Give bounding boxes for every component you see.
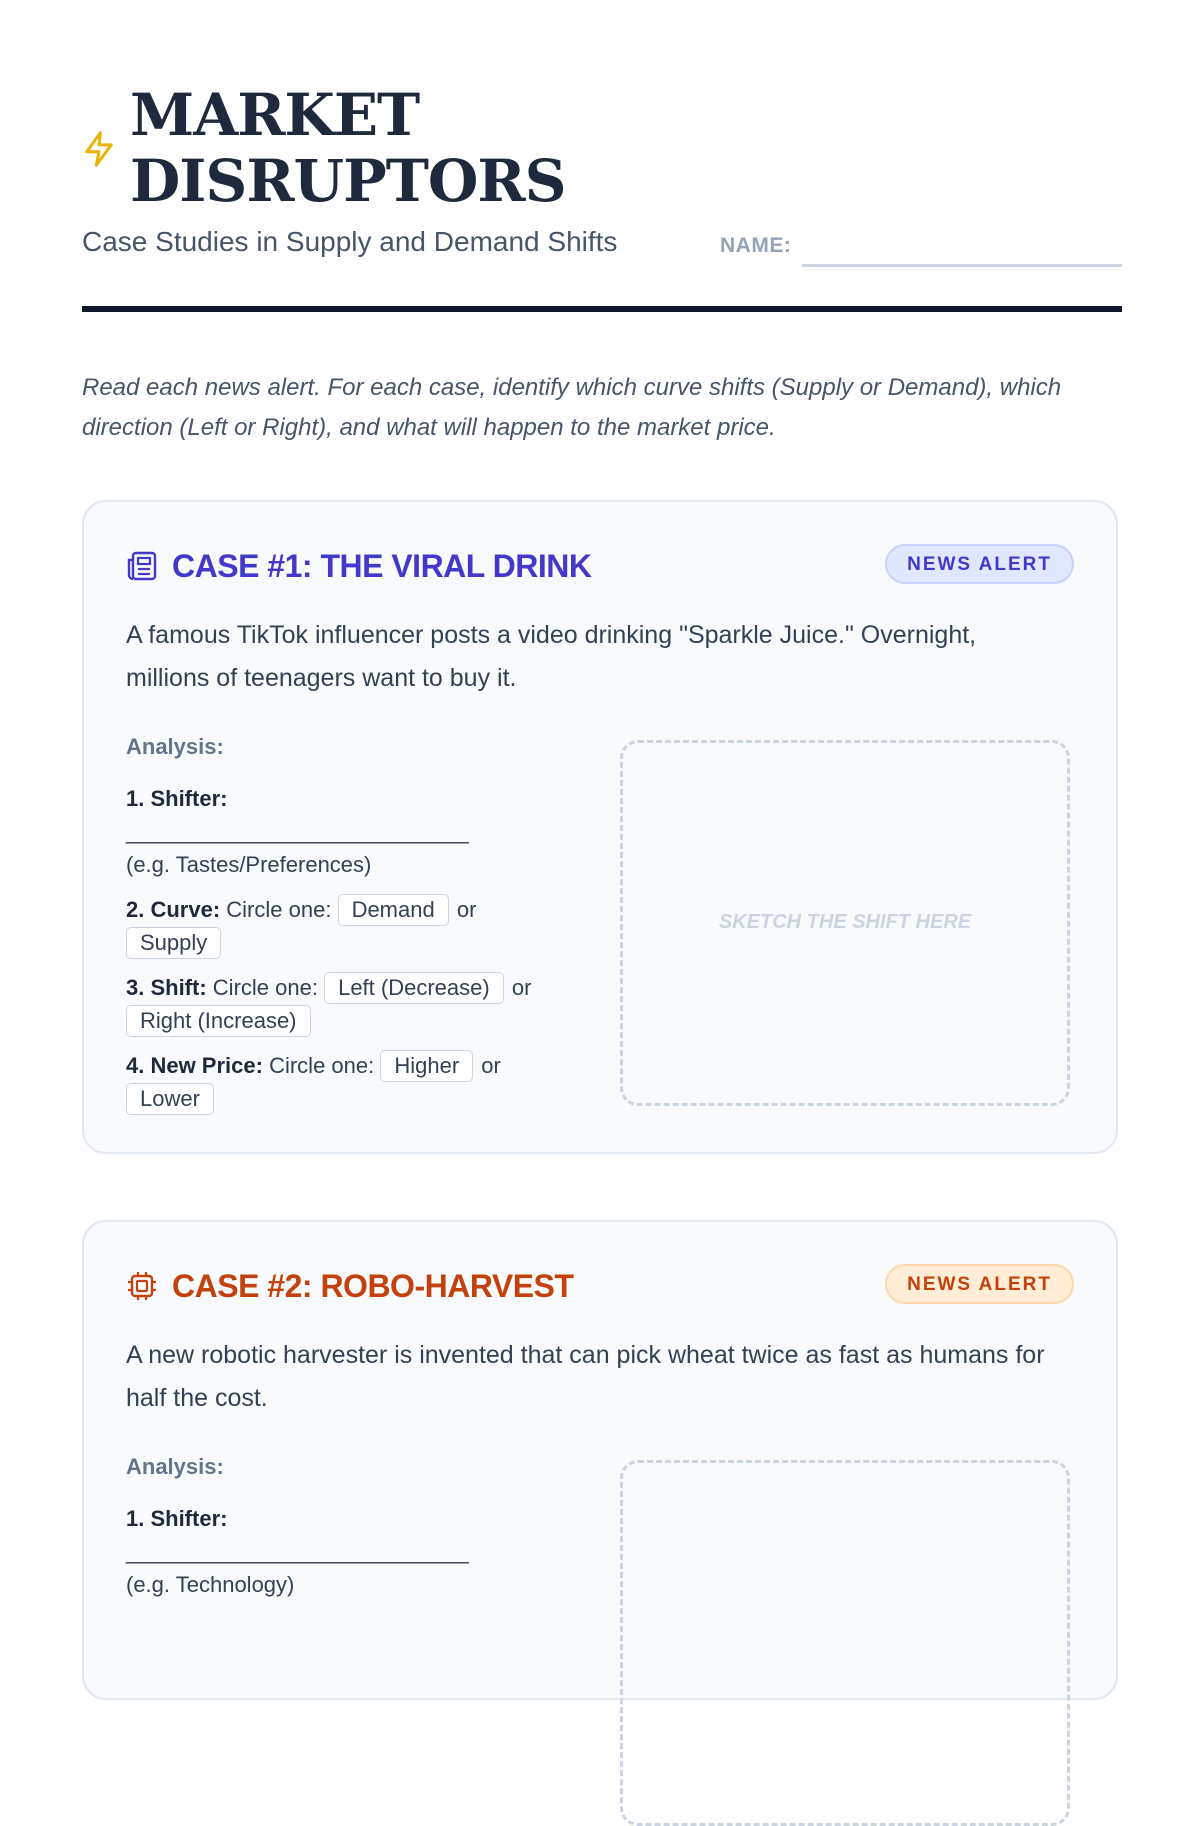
or-text: or bbox=[481, 1053, 501, 1078]
case-header bbox=[126, 1264, 1074, 1308]
analysis-section bbox=[126, 1454, 566, 1613]
option-higher[interactable]: Higher bbox=[380, 1050, 473, 1082]
question-label: 1. Shifter: bbox=[126, 1506, 228, 1531]
case-card-1 bbox=[82, 500, 1118, 1154]
lightning-bolt-icon bbox=[82, 130, 116, 168]
question-label: 1. Shifter: bbox=[126, 786, 228, 811]
title-line-1: MARKET bbox=[130, 81, 420, 149]
case-card-2 bbox=[82, 1220, 1118, 1700]
shifter-hint: (e.g. Technology) bbox=[126, 1572, 295, 1597]
question-label: 4. New Price: bbox=[126, 1053, 263, 1078]
shifter-answer-blank[interactable]: ____________________________ bbox=[126, 819, 469, 844]
circle-one-prompt: Circle one: bbox=[269, 1053, 375, 1078]
worksheet-header bbox=[82, 82, 1122, 312]
page-subtitle: Case Studies in Supply and Demand Shifts bbox=[82, 226, 618, 257]
name-field[interactable] bbox=[802, 264, 1122, 267]
option-supply[interactable]: Supply bbox=[126, 927, 221, 959]
sketch-area[interactable] bbox=[620, 740, 1070, 1106]
or-text: or bbox=[456, 897, 477, 922]
option-right-increase[interactable]: Right (Increase) bbox=[126, 1005, 311, 1037]
circle-one-prompt: Circle one: bbox=[226, 897, 332, 922]
title-line-2: DISRUPTORS bbox=[130, 147, 566, 215]
question-curve bbox=[126, 893, 566, 959]
case-header bbox=[126, 544, 1074, 588]
question-new-price bbox=[126, 1049, 566, 1115]
case-title: CASE #1: THE VIRAL DRINK bbox=[172, 548, 592, 584]
shifter-answer-blank[interactable]: ____________________________ bbox=[126, 1539, 469, 1564]
news-alert-badge: NEWS ALERT bbox=[885, 544, 1074, 584]
header-divider bbox=[82, 306, 1122, 312]
option-lower[interactable]: Lower bbox=[126, 1083, 214, 1115]
robot-chip-icon bbox=[126, 1270, 158, 1302]
question-shifter bbox=[126, 1502, 566, 1601]
case-title: CASE #2: ROBO-HARVEST bbox=[172, 1268, 574, 1304]
case-story: A famous TikTok influencer posts a video drinking "Sparkle Juice." Overnight, millions of teenagers want to buy it. bbox=[126, 621, 977, 692]
question-shifter bbox=[126, 782, 566, 881]
page-title bbox=[130, 82, 565, 214]
name-label: NAME: bbox=[720, 234, 792, 257]
sketch-label: SKETCH THE SHIFT HERE bbox=[718, 911, 972, 933]
shifter-hint: (e.g. Tastes/Preferences) bbox=[126, 852, 372, 877]
option-left-decrease[interactable]: Left (Decrease) bbox=[324, 972, 504, 1004]
question-label: 3. Shift: bbox=[126, 975, 207, 1000]
question-label: 2. Curve: bbox=[126, 897, 221, 922]
option-demand[interactable]: Demand bbox=[338, 894, 449, 926]
analysis-label: Analysis: bbox=[126, 734, 224, 759]
newspaper-icon bbox=[126, 550, 158, 582]
analysis-label: Analysis: bbox=[126, 1454, 224, 1479]
or-text: or bbox=[511, 975, 532, 1000]
circle-one-prompt: Circle one: bbox=[212, 975, 318, 1000]
case-story: A new robotic harvester is invented that can pick wheat twice as fast as humans for half the cost. bbox=[126, 1341, 1045, 1412]
question-shift bbox=[126, 971, 566, 1037]
sketch-area[interactable] bbox=[620, 1460, 1070, 1826]
instructions: Read each news alert. For each case, identify which curve shifts (Supply or Demand), which direction (Left or Right), and what will happen to the market price. bbox=[82, 374, 1062, 441]
analysis-section bbox=[126, 734, 566, 1127]
news-alert-badge: NEWS ALERT bbox=[885, 1264, 1074, 1304]
